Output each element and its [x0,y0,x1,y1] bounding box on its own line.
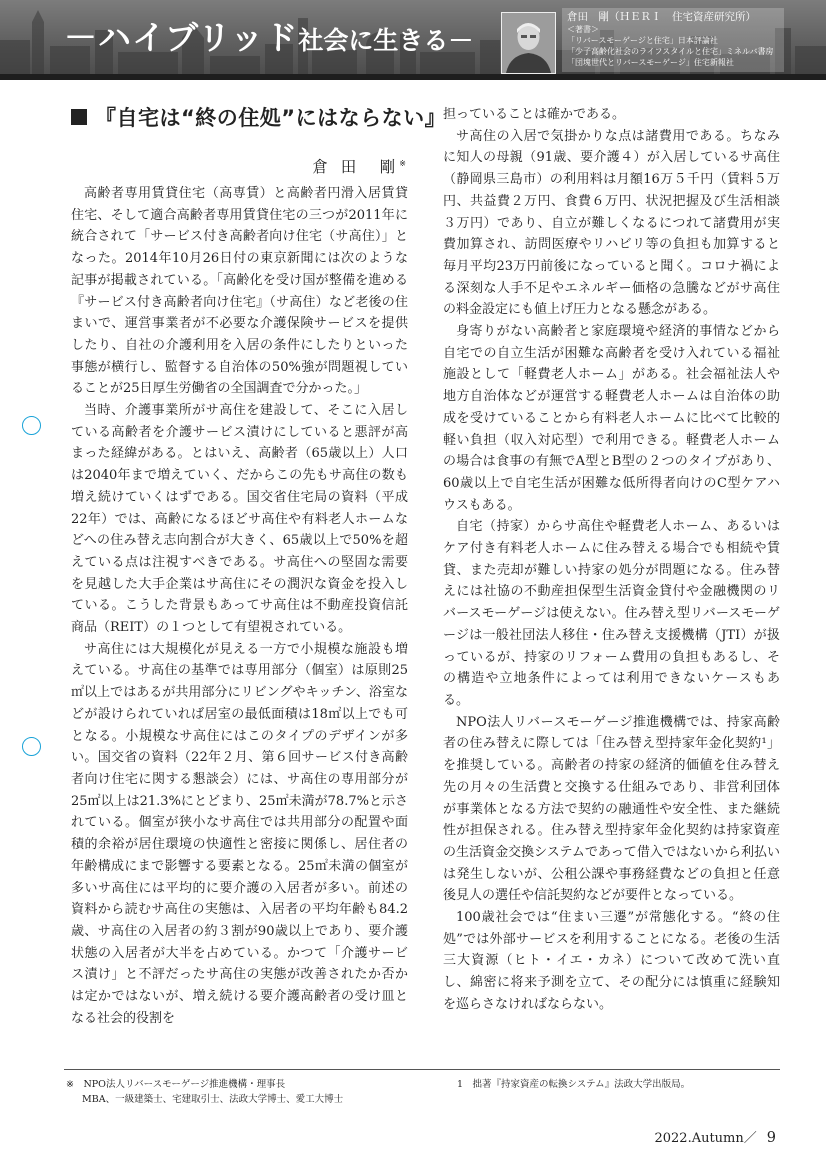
issue-label: 2022.Autumn／ [654,1131,757,1146]
article-title [71,102,447,132]
page-footer [654,1127,776,1146]
paragraph: 自宅（持家）からサ高住や軽費老人ホーム、あるいはケア付き有料老人ホームに住み替える場合でも相続や賃貸、また売却が難しい持家の処分が問題になる。住み替えには社協の不動産担保型生活資金貸付や金融機関のリバースモーゲージは使えない。住み替え型リバースモーゲージは一般社団法人移住・住み替え支援機構（JTI）が扱っているが、持家のリフォーム費用の負担もあるし、その構造や立地条件によっては利用できないケースもある。 [443,519,780,708]
article-author [300,155,406,177]
profile-work-3: 「団塊世代とリバースモーゲージ」住宅新報社 [567,58,734,67]
paragraph: 100歳社会では“住まい三遷”が常態化する。“終の住処”では外部サービスを利用することになる。老後の生活三大資源（ヒト・イエ・カネ）について改めて洗い直し、綿密に将来予測を立て、その配分には慎重に経験知を巡らさなければならない。 [443,910,780,1012]
profile-work-2: 「少子高齢化社会のライフスタイルと住宅」ミネルバ書房 [567,47,774,56]
profile-work-1: 「リバースモーゲージと住宅」日本評論社 [567,36,718,45]
series-title-main: －ハイブリッド [64,18,299,57]
author-footnote-line-1: ※ NPO法人リバースモーゲージ推進機構・理事長 [66,1079,286,1090]
author-name: 倉 田 剛 [312,158,400,176]
body-column-left [71,183,408,1029]
paragraph: サ高住の入居で気掛かりな点は諸費用である。ちなみに知人の母親（91歳、要介護４）が入居しているサ高住（静岡県三島市）の利用料は月額16万５千円（賃料５万円、共益費２万円、食費６万円、状況把握及び生活相談３万円）であり、自立が難しくなるにつれて諸費用が実費加算され、訪問医療やリハビリ等の負担も加算すると毎月平均23万円前後になっていると聞く。コロナ禍による深刻な人手不足やエネルギー価格の急騰などがサ高住の料金設定にも値上げ圧力となる懸念がある。 [443,128,780,318]
series-title-sub: 社会に生きる－ [298,26,474,55]
series-title [64,12,473,59]
article-title-text: 『自宅は“終の住処”にはならない』 [95,106,447,130]
page-number: 9 [766,1130,776,1146]
title-bullet-icon [71,109,87,125]
paragraph: 身寄りがない高齢者と家庭環境や経済的事情などから自宅での自立生活が困難な高齢者を受け入れている福祉施設として「軽費老人ホーム」がある。社会福祉法人や地方自治体などが運営する軽費老人ホームは自治体の助成を受けていることから有料老人ホームに比べて比較的軽い負担（収入対応型）で利用できる。軽費老人ホームの場合は食事の有無でA型とB型の２つのタイプがあり、60歳以上で自宅生活が困難な低所得者向けのC型ケアハウスもある。 [443,324,780,513]
paragraph: 当時、介護事業所がサ高住を建設して、そこに入居している高齢者を介護サービス漬けにしていると悪評が高まった経緯がある。とはいえ、高齢者（65歳以上）人口は2040年まで増えていく、だからこの先もサ高住の数も増え続けていくはずである。国交省住宅局の資料（平成22年）では、高齢になるほどサ高住や有料老人ホームなどへの住み替え志向割合が大きく、65歳以上で50%を超えている点は注視すべきである。サ高住への堅固な需要を見越した大手企業はサ高住にその潤沢な資金を投入している。こうした背景もあってサ高住は不動産投資信託商品（REIT）の１つとして有望視されている。 [71,403,408,636]
header-banner [0,0,826,80]
footnote-divider [64,1069,780,1070]
author-photo [501,12,556,74]
author-profile-box [562,8,784,72]
author-footnote-line-2: MBA、一級建築士、宅建取引士、法政大学博士、愛工大博士 [82,1094,344,1105]
reference-footnote: 1 拙著『持家資産の転換システム』法政大学出版局。 [457,1079,691,1090]
binder-hole-icon [22,416,41,435]
author-footnote-mark: ※ [399,158,406,168]
profile-name: 倉田 剛（ＨＥＲＩ 住宅資産研究所） [567,11,756,23]
paragraph: サ高住には大規模化が見える一方で小規模な施設も増えている。サ高住の基準では専用部分（個室）は原則25㎡以上ではあるが共用部分にリビングやキッチン、浴室などが設けられていれば居室の最低面積は18㎡以上でも可となる。小規模なサ高住にはこのタイプのデザインが多い。国交省の資料（22年２月、第６回サービス付き高齢者向け住宅に関する懇談会）には、サ高住の専用部分が25㎡以上は21.3%にとどまり、25㎡未満が78.7%と示されている。個室が狭小なサ高住では共用部分の配置や面積的余裕が居住環境の快適性と密接に関係し、居住者の年齢構成にまで影響する要素となる。25㎡未満の個室が多いサ高住には平均的に要介護の入居者が多い。前述の資料から読むサ高住の実態は、入居者の平均年齢も84.2歳、サ高住の入居者の約３割が90歳以上であり、要介護状態の入居者が大半を占めている。かつて「介護サービス漬け」と不評だったサ高住の実態が改善されたか否かは定かではないが、増え続ける要介護高齢者の受け皿となる社会的役割を [71,641,408,1026]
binder-hole-icon [22,737,41,756]
paragraph: 高齢者専用賃貸住宅（高専賃）と高齢者円滑入居賃貸住宅、そして適合高齢者専用賃貸住宅の三つが2011年に統合されて「サービス付き高齢者向け住宅（サ高住）」となった。2014年10月26日付の東京新聞には次のような記事が掲載されている。「高齢化を受け国が整備を進める『サービス付き高齢者向け住宅』（サ高住）など老後の住まいで、運営事業者が不必要な介護保険サービスを提供したり、自社の介護利用を入居の条件にしたりといった事態が横行し、監督する自治体の50%強が問題視していることが25日厚生労働省の全国調査で分かった。」 [71,186,408,397]
profile-works-label: ＜著書＞ [567,25,599,34]
paragraph: NPO法人リバースモーゲージ推進機構では、持家高齢者の住み替えに際しては「住み替え型持家年金化契約¹」を推奨している。高齢者の持家の経済的価値を住み替え先の月々の生活費と交換する仕組みであり、非営利団体が事業体となる方法で契約の融通性や安全性、また継続性が担保される。住み替え型持家年金化契約は持家資産の生活資金交換システムであって借入ではないから利払いは発生しないが、公租公課や事務経費などの負担と任意後見人の選任や信託契約などが要件となっている。 [443,714,780,904]
body-column-right [443,104,780,1016]
paragraph: 担っていることは確かである。 [443,107,626,122]
